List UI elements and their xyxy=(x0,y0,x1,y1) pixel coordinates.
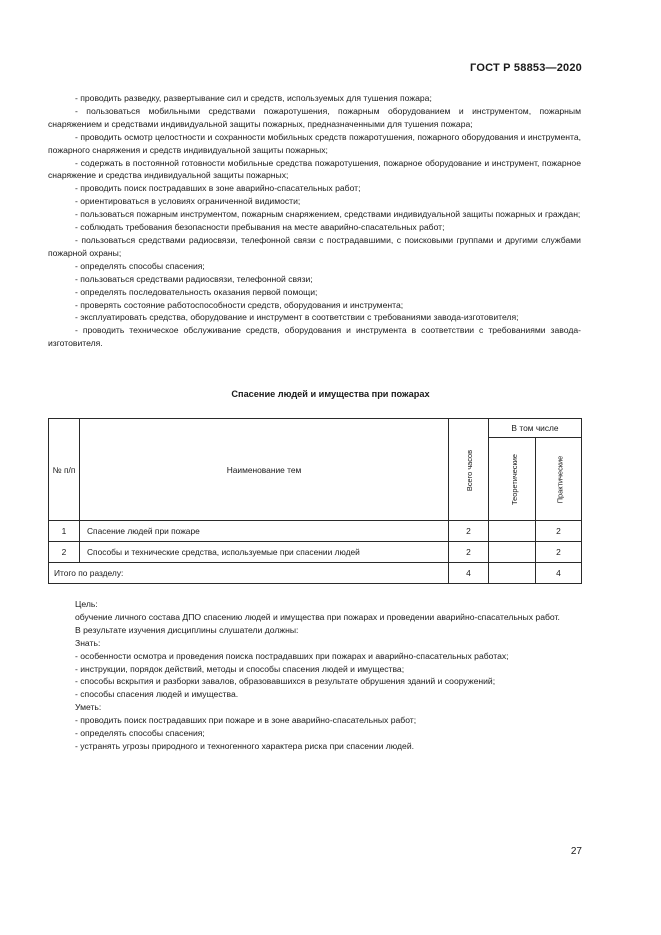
paragraph: - определять способы спасения; xyxy=(75,728,205,739)
paragraph: - особенности осмотра и проведения поиска пострадавших при пожарах и аварийно-спасательных работах; xyxy=(75,650,509,661)
row-total: 2 xyxy=(449,542,489,563)
paragraph: - проводить осмотр целостности и сохранности мобильных средств пожаротушения, пожарного оборудования и инструмента, пожарного снаряжения и средств индивидуальной защиты пожарных; xyxy=(48,131,581,155)
paragraph: - инструкции, порядок действий, методы и способы спасения людей и имущества; xyxy=(75,663,405,674)
paragraph: - пользоваться средствами радиосвязи, телефонной связи с пострадавшими, с поисковыми группами и другими службами пожарной охраны; xyxy=(48,234,581,258)
row-total: 2 xyxy=(449,521,489,542)
paragraph: - пользоваться пожарным инструментом, пожарным снаряжением, средствами индивидуальной защиты пожарных и граждан; xyxy=(75,209,581,220)
table-row xyxy=(49,521,582,542)
summary-practice: 4 xyxy=(536,563,582,584)
requirements-list xyxy=(48,92,581,350)
section-title: Спасение людей и имущества при пожарах xyxy=(231,389,430,399)
paragraph: - устранять угрозы природного и техногенного характера риска при спасении людей. xyxy=(75,740,415,751)
paragraph: - определять последовательность оказания первой помощи; xyxy=(75,286,318,297)
paragraph: Цель: xyxy=(75,599,98,609)
row-theory xyxy=(489,521,536,542)
document-id: ГОСТ Р 58853—2020 xyxy=(470,62,582,74)
header-topic-name: Наименование тем xyxy=(80,419,449,521)
summary-label: Итого по разделу: xyxy=(49,563,449,584)
paragraph: Знать: xyxy=(75,637,101,648)
paragraph: - проводить техническое обслуживание средств, оборудования и инструмента в соответствии с требованиями завода-изготовителя. xyxy=(48,325,581,349)
summary-row xyxy=(49,563,582,584)
paragraph: - ориентироваться в условиях ограниченной видимости; xyxy=(75,196,301,207)
header-practice: Практические xyxy=(536,438,582,521)
learning-outcomes xyxy=(48,598,581,753)
paragraph: - соблюдать требования безопасности пребывания на месте аварийно-спасательных работ; xyxy=(75,222,445,233)
paragraph: - пользоваться средствами радиосвязи, телефонной связи; xyxy=(75,273,313,284)
row-practice: 2 xyxy=(536,542,582,563)
paragraph: - способы спасения людей и имущества. xyxy=(75,689,239,700)
paragraph: - определять способы спасения; xyxy=(75,260,205,271)
row-number: 2 xyxy=(49,542,80,563)
summary-total: 4 xyxy=(449,563,489,584)
row-number: 1 xyxy=(49,521,80,542)
row-theory xyxy=(489,542,536,563)
header-number: № п/п xyxy=(49,419,80,521)
paragraph: - содержать в постоянной готовности мобильные средства пожаротушения, пожарное оборудование и инструмент, пожарное снаряжение и средства индивидуальной защиты пожарных; xyxy=(48,157,581,181)
header-including: В том числе xyxy=(489,419,582,438)
row-practice: 2 xyxy=(536,521,582,542)
table-row xyxy=(49,542,582,563)
paragraph: - проводить поиск пострадавших в зоне аварийно-спасательных работ; xyxy=(75,183,361,194)
paragraph: Уметь: xyxy=(75,702,102,713)
paragraph: - проводить разведку, развертывание сил и средств, используемых для тушения пожара; xyxy=(75,93,432,103)
paragraph: - проводить поиск пострадавших при пожаре и в зоне аварийно-спасательных работ; xyxy=(75,715,417,726)
page-number: 27 xyxy=(570,846,582,857)
row-topic: Спасение людей при пожаре xyxy=(80,521,449,542)
topics-table xyxy=(48,418,582,584)
paragraph: - пользоваться мобильными средствами пожаротушения, пожарным оборудованием и инструментом, пожарным снаряжением и средствами индивидуальной защиты пожарных, предназначенными для тушения пожара; xyxy=(48,105,581,129)
row-topic: Способы и технические средства, используемые при спасении людей xyxy=(80,542,449,563)
paragraph: - способы вскрытия и разборки завалов, образовавшихся в результате обрушения зданий и сооружений; xyxy=(75,676,496,687)
summary-theory xyxy=(489,563,536,584)
header-total-hours: Всего часов xyxy=(449,419,489,521)
paragraph: - проверять состояние работоспособности средств, оборудования и инструмента; xyxy=(75,299,404,310)
paragraph: обучение личного состава ДПО спасению людей и имущества при пожарах и проведении аварийно-спасательных работ. xyxy=(75,611,560,622)
header-theory: Теоретические xyxy=(489,438,536,521)
paragraph: - эксплуатировать средства, оборудование и инструмент в соответствии с требованиями завода-изготовителя; xyxy=(75,312,519,323)
paragraph: В результате изучения дисциплины слушатели должны: xyxy=(75,624,299,635)
